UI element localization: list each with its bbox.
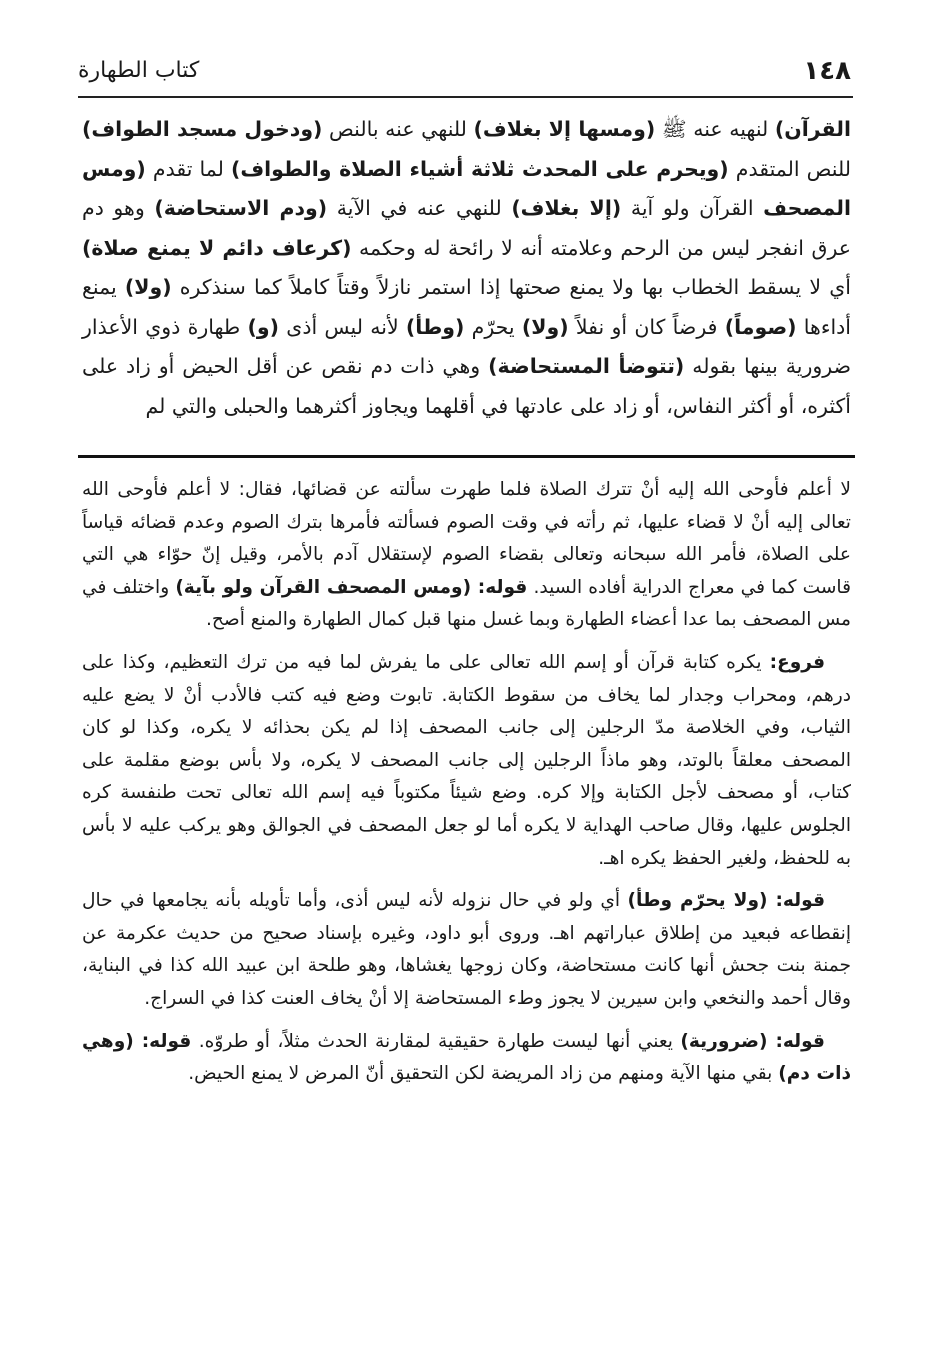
main-segment: (و) [247,314,279,339]
main-segment: فرضاً كان أو نفلاً [568,314,725,339]
main-text [82,110,851,426]
footnote-lemma: قوله: (ولا يحرّم وطأ) [627,890,825,912]
page-number: ١٤٨ [803,56,851,86]
main-segment: (تتوضأ المستحاضة) [488,354,685,378]
main-segment: وهو دم عرق انفجر ليس من الرحم وعلامته أنه لا رائحة له وحكمه [82,196,851,260]
footnote-paragraph [82,885,851,1015]
page-header [78,52,851,92]
footnote-lemma: قوله: (ضرورية) [680,1030,825,1052]
main-segment: للنهي عنه في الآية [327,196,512,220]
main-segment: (ولا) [521,314,569,339]
main-segment: للنهي عنه بالنص [322,117,474,141]
main-segment: القرآن ولو آية [621,196,764,220]
main-segment: (ودخول مسجد الطواف) [82,117,323,141]
main-segment: (ويحرم على المحدث ثلاثة أشياء الصلاة والطواف) [230,156,729,181]
main-segment: (صوماً) [724,314,797,339]
main-segment: (ومسها إلا بغلاف) [473,117,656,141]
main-segment: (ومس المصحف [82,156,852,220]
main-segment: لأنه ليس أذى [279,314,406,339]
main-segment: للنص المتقدم [728,156,851,181]
footnote-lemma: قوله: (ومس المصحف القرآن ولو بآية) [175,576,528,598]
main-segment: (وطأ) [405,314,465,339]
main-segment: (ولا) [124,275,172,299]
footnotes [82,474,851,1101]
footnote-separator [78,455,855,458]
header-rule [78,96,853,98]
footnote-text: أي ولو في حال نزوله لأنه ليس أذى، وأما تأويله بأنه يجامعها في حال إنقطاعه فبعيد من إطلاق عباراتهم اهـ. وروى أبو داود، وغيره بإسناد صحيح من حديث عكرمة عن جمنة بنت جحش أنها كانت مستحاضة، وكان زوجها يغشاها، وهو طلحة ابن عبيد الله كذا في البناية، وقال أحمد والنخعي وابن سيرين لا يجوز وطء المستحاضة إلا أنْ يخاف العنت كذا في السراج. [82,890,851,1009]
footnote-lemma: قوله: (وهي ذات دم) [82,1030,851,1085]
footnote-text: يكره كتابة قرآن أو إسم الله تعالى على ما يفرش لما فيه من ترك التعظيم، وكذا على درهم، ومحراب وجدار لما يخاف من سقوط الكتابة. تابوت وضع فيه كتب فالأدب أنْ لا يضع عليه الثياب، وفي الخلاصة مدّ الرجلين إلى جانب المصحف إذا لم يكن بحذائه لا يكره، وكذا لو كان المصحف معلقاً بالوتد، وهو ماذاً الرجلين إلى جانب المصحف لا يكره، ولا بأس بوضع مقلمة على كتاب، أو مصحف لأجل الكتابة وإلا كره. وضع شيئاً مكتوباً فيه إسم الله تعالى تحت طنفسة كره الجلوس عليها، وقال صاحب الهداية لا يكره أما لو جعل المصحف في الجوالق وهو يركب عليه لا بأس به للحفظ، ولغير الحفظ يكره اهـ. [82,651,851,869]
footnote-text: لا أعلم فأوحى الله إليه أنْ تترك الصلاة فلما طهرت سألته عن قضائها، فقال: لا أعلم فأوحى الله تعالى إليه أنْ لا قضاء عليها، ثم رأته في وقت الصوم فسألته فأمرها بترك الصوم وعدم قضائه قياساً على الصلاة، فأمر الله سبحانه وتعالى بقضاء الصوم لإستقلال آدم بالأمر، وقيل إنّ حوّاء هي التي قاست كما في معراج الدراية أفاده السيد. [82,479,851,598]
footnote-paragraph [82,1026,851,1091]
main-segment: طهارة ذوي الأعذار ضرورية بينها بقوله [82,314,851,378]
main-segment: لما تقدم [145,156,231,181]
footnote-lemma: فروع: [769,651,825,673]
footnote-text: يعني أنها ليست طهارة حقيقية لمقارنة الحدث مثلاً، أو طروّه. [191,1030,681,1052]
main-segment: وهي ذات دم نقص عن أقل الحيض أو زاد على أكثره، أو أكثر النفاس، أو زاد على عادتها في أقلهما ويجاوز أكثرهما والحبلى والتي لم [82,354,851,418]
footnote-text: بقي منها الآية ومنهم من زاد المريضة لكن التحقيق أنّ المرض لا يمنع الحيض. [188,1063,779,1085]
main-segment: يحرّم [464,314,522,339]
main-segment: أي لا يسقط الخطاب بها ولا يمنع صحتها إذا استمر نازلاً وقتاً كاملاً كما سنذكره [171,275,851,299]
main-segment: لنهيه عنه ﷺ [655,117,775,141]
main-segment: يمنع أداءها [82,275,852,339]
running-title: كتاب الطهارة [78,58,200,83]
footnote-paragraph [82,647,851,875]
footnote-paragraph [82,474,851,637]
main-segment: القرآن) [774,117,852,141]
footnote-text: واختلف في مس المصحف بما عدا أعضاء الطهارة وبما غسل منها قبل كمال الطهارة والمنع أصح. [82,576,851,631]
main-segment: (إلا بغلاف) [511,196,622,220]
main-segment: (ودم الاستحاضة) [154,196,328,220]
main-segment: (كرعاف دائم لا يمنع صلاة) [82,235,352,260]
